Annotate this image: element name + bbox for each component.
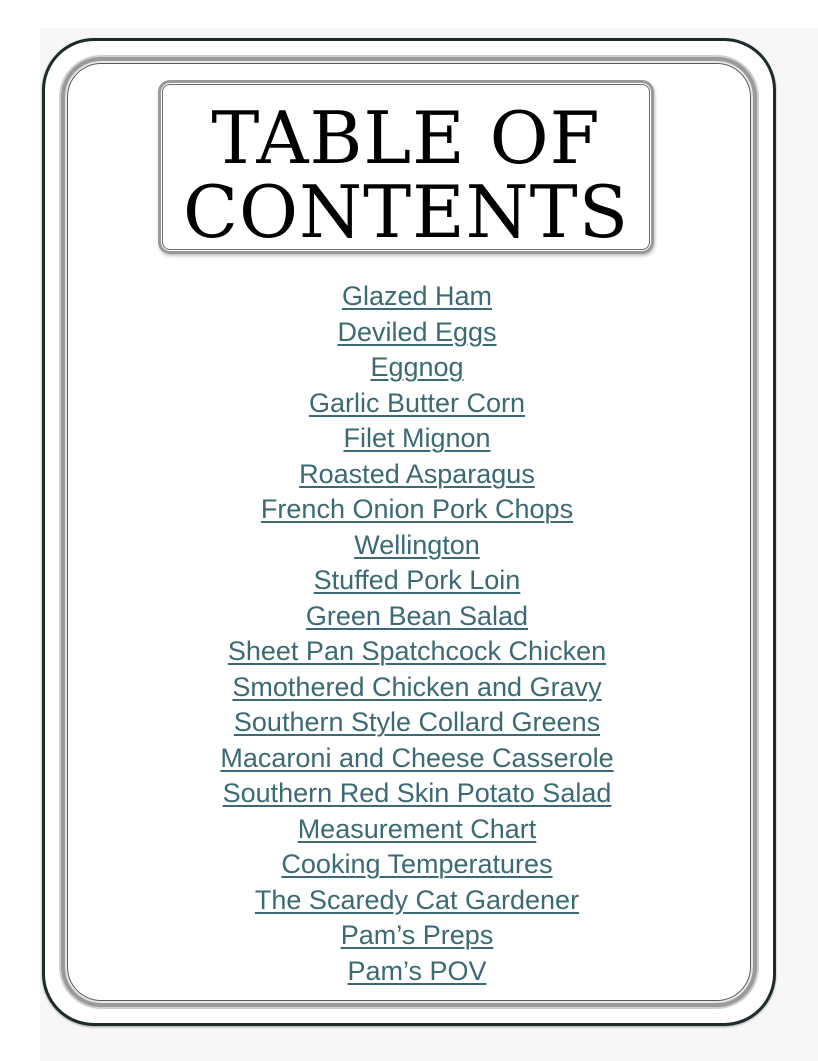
toc-item [160, 741, 674, 777]
toc-item [160, 350, 674, 386]
toc-link-the-scaredy-cat-gardener[interactable]: The Scaredy Cat Gardener [254, 884, 580, 915]
toc-item [160, 812, 674, 848]
toc-link-green-bean-salad[interactable]: Green Bean Salad [305, 600, 529, 631]
title-box [158, 80, 654, 254]
table-of-contents-list [160, 279, 674, 989]
toc-link-glazed-ham[interactable]: Glazed Ham [341, 281, 493, 311]
page-title-line-2: CONTENTS [182, 170, 630, 254]
toc-link-deviled-eggs[interactable]: Deviled Eggs [337, 316, 497, 347]
toc-link-filet-mignon[interactable]: Filet Mignon [343, 423, 491, 453]
toc-item [160, 954, 674, 990]
toc-link-stuffed-pork-loin[interactable]: Stuffed Pork Loin [313, 565, 521, 595]
toc-item [160, 599, 674, 635]
toc-item [160, 847, 674, 883]
toc-link-french-onion-pork-chops[interactable]: French Onion Pork Chops [260, 494, 574, 524]
toc-item [160, 528, 674, 564]
toc-item [160, 670, 674, 706]
toc-link-sheet-pan-spatchcock-chicken[interactable]: Sheet Pan Spatchcock Chicken [227, 636, 607, 666]
toc-link-wellington[interactable]: Wellington [354, 529, 480, 560]
toc-item [160, 705, 674, 741]
toc-link-southern-style-collard-greens[interactable]: Southern Style Collard Greens [233, 707, 601, 737]
toc-link-smothered-chicken-and-gravy[interactable]: Smothered Chicken and Gravy [232, 671, 602, 702]
toc-item [160, 563, 674, 599]
toc-link-eggnog[interactable]: Eggnog [370, 352, 464, 382]
toc-item [160, 421, 674, 457]
page-title [161, 96, 651, 254]
toc-link-macaroni-and-cheese-casserole[interactable]: Macaroni and Cheese Casserole [220, 742, 614, 773]
toc-item [160, 918, 674, 954]
toc-item [160, 279, 674, 315]
toc-item [160, 883, 674, 919]
toc-item [160, 492, 674, 528]
toc-item [160, 386, 674, 422]
toc-link-measurement-chart[interactable]: Measurement Chart [297, 813, 537, 844]
toc-link-southern-red-skin-potato-salad[interactable]: Southern Red Skin Potato Salad [222, 778, 612, 808]
toc-link-cooking-temperatures[interactable]: Cooking Temperatures [281, 849, 553, 879]
toc-item [160, 315, 674, 351]
toc-item [160, 457, 674, 493]
toc-item [160, 776, 674, 812]
toc-item [160, 634, 674, 670]
toc-link-pams-pov[interactable]: Pam’s POV [347, 955, 487, 986]
toc-link-pams-preps[interactable]: Pam’s Preps [340, 920, 494, 950]
toc-link-roasted-asparagus[interactable]: Roasted Asparagus [299, 458, 535, 489]
toc-link-garlic-butter-corn[interactable]: Garlic Butter Corn [308, 387, 526, 418]
page-title-line-1: TABLE OF [211, 96, 601, 180]
